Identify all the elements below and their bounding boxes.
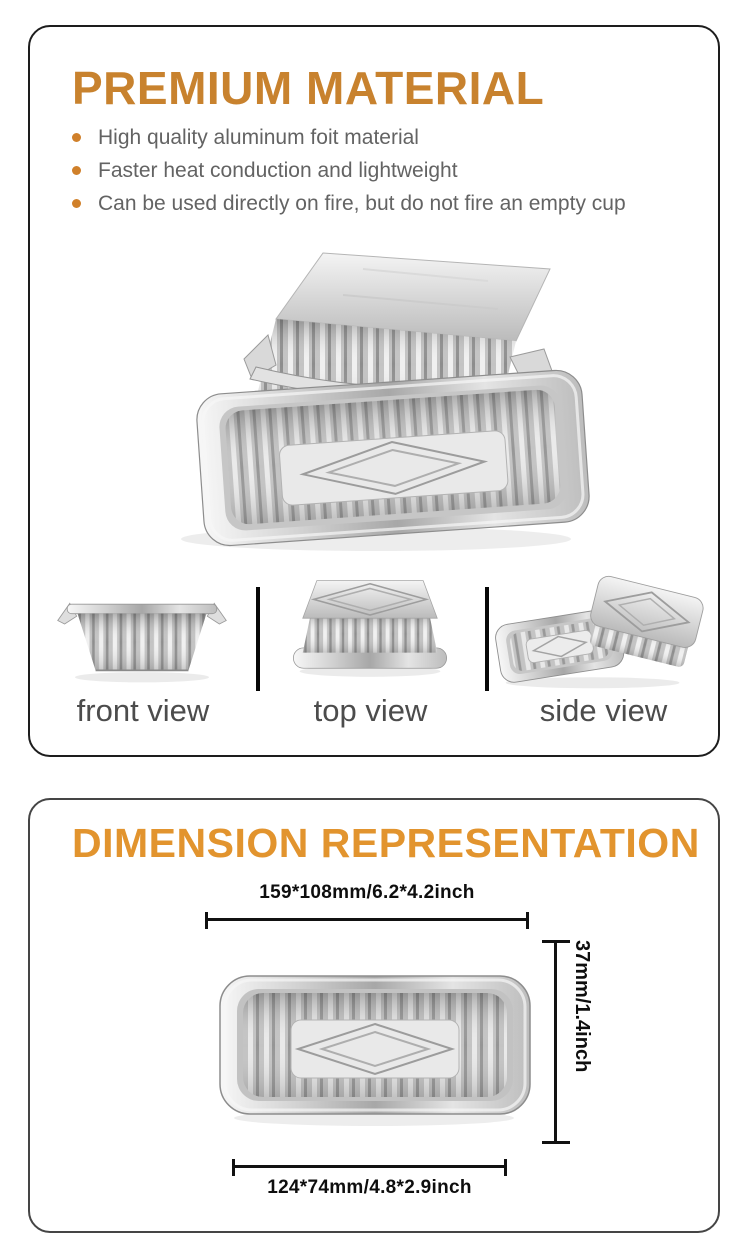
dimension-section-title: DIMENSION REPRESENTATION xyxy=(72,820,700,866)
top-view-label: top view xyxy=(313,693,428,728)
side-view-photo xyxy=(492,573,706,691)
side-dimension-label: 37mm/1.4inch xyxy=(571,940,593,1073)
bottom-dimension-line xyxy=(232,1165,507,1168)
top-dimension-label: 159*108mm/6.2*4.2inch xyxy=(259,882,475,903)
premium-section-title: PREMIUM MATERIAL xyxy=(72,62,545,114)
dimension-section xyxy=(28,798,720,1233)
feature-bullet-text: High quality aluminum foit material xyxy=(98,126,419,149)
top-dimension-line xyxy=(205,918,529,921)
bullet-dot-icon xyxy=(72,199,81,208)
feature-bullet xyxy=(70,154,626,187)
feature-bullet-list xyxy=(70,121,626,220)
side-dimension-line xyxy=(554,940,557,1144)
feature-bullet xyxy=(70,121,626,154)
side-view-label: side view xyxy=(539,693,668,728)
premium-material-section xyxy=(28,25,720,757)
view-divider xyxy=(256,587,260,691)
feature-bullet xyxy=(70,187,626,220)
feature-bullet-text: Faster heat conduction and lightweight xyxy=(98,159,458,182)
front-view-photo xyxy=(56,593,228,685)
view-divider xyxy=(485,587,489,691)
bullet-dot-icon xyxy=(72,166,81,175)
dimension-tray-photo xyxy=(214,956,536,1128)
main-product-photo xyxy=(158,237,598,555)
front-view-label: front view xyxy=(76,693,210,728)
foil-tray-open xyxy=(195,369,591,548)
top-view-photo xyxy=(284,571,456,681)
bottom-dimension-label: 124*74mm/4.8*2.9inch xyxy=(267,1177,472,1198)
bullet-dot-icon xyxy=(72,133,81,142)
feature-bullet-text: Can be used directly on fire, but do not fire an empty cup xyxy=(98,192,626,215)
